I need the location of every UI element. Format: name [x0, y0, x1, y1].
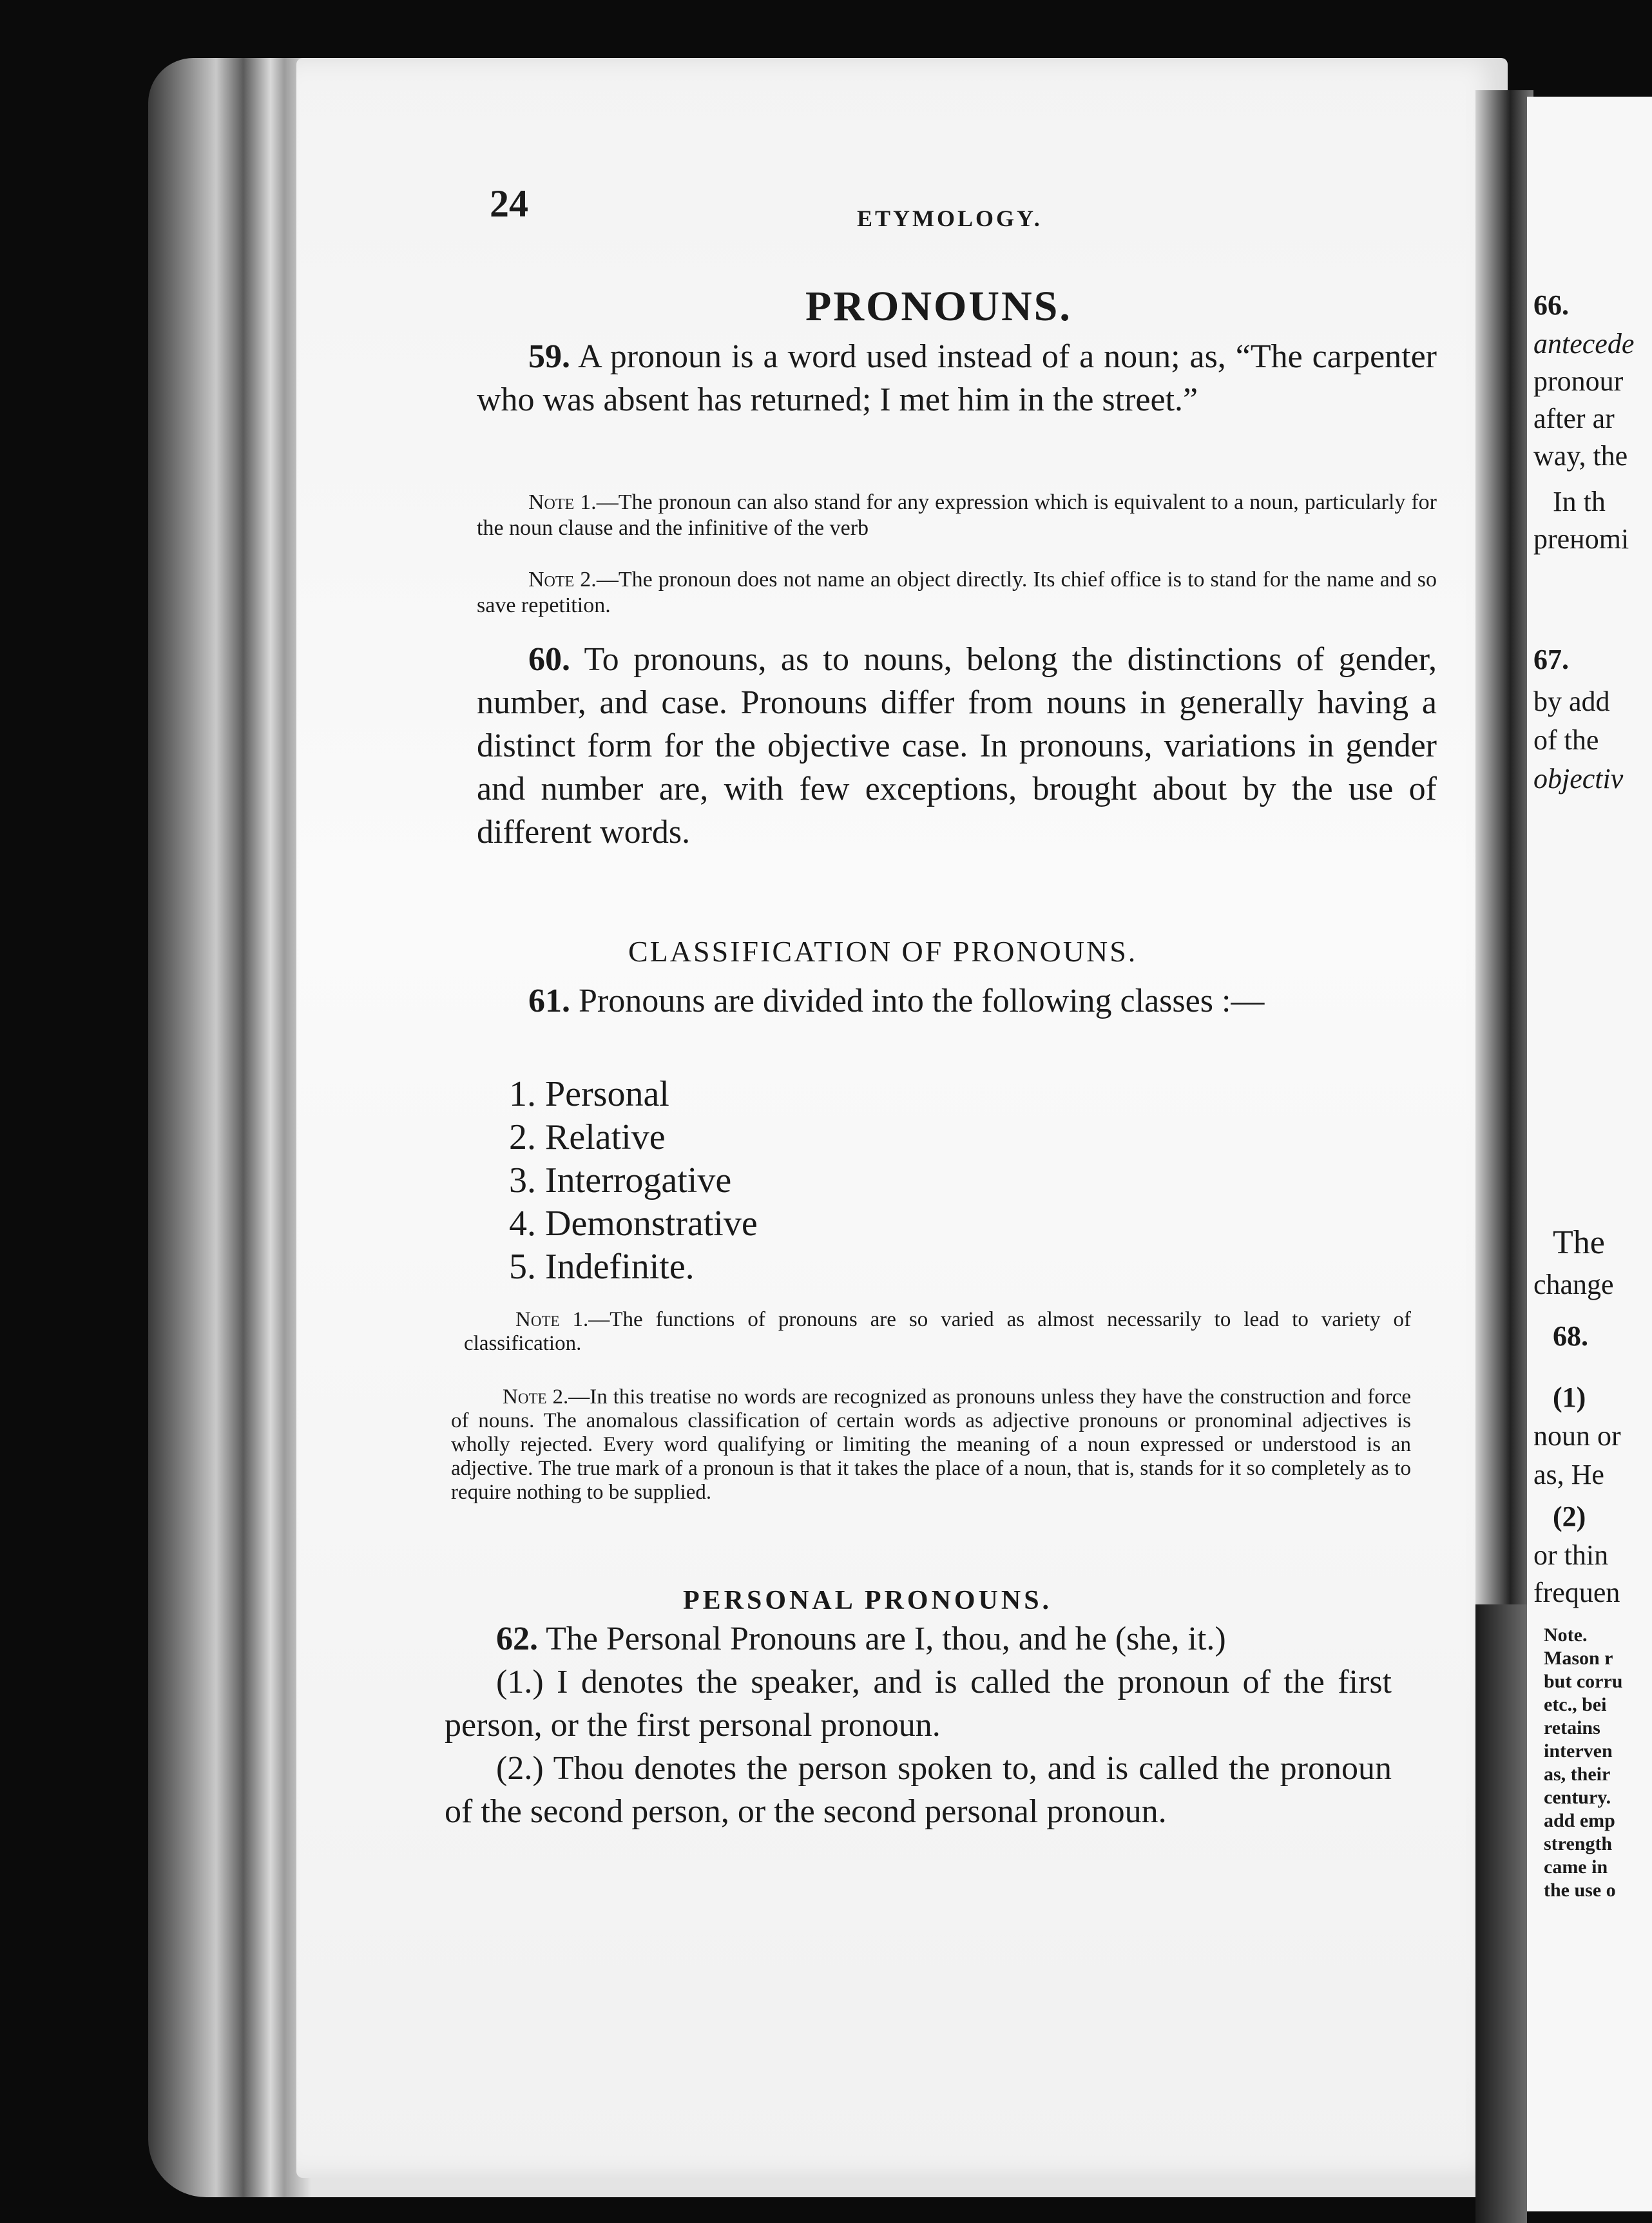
right-note-line: as, their — [1544, 1764, 1611, 1785]
paragraph-62-intro — [445, 1617, 1392, 1660]
note-2 — [477, 567, 1437, 619]
section-title: PRONOUNS. — [805, 283, 1072, 330]
note-3 — [464, 1308, 1411, 1356]
note-1 — [477, 490, 1437, 541]
right-note-line: strength — [1544, 1833, 1613, 1854]
right-line: In th — [1553, 486, 1606, 517]
right-note-line: came in — [1544, 1856, 1608, 1878]
paragraph-number: 62. — [496, 1621, 538, 1657]
note-text: —The pronoun can also stand for any expression which is equivalent to a noun, particularly for the noun clause and the infinitive of the verb — [477, 490, 1437, 540]
right-line: (1) — [1553, 1381, 1586, 1413]
paragraph-number: 61. — [528, 983, 570, 1019]
paragraph-text: To pronouns, as to nouns, belong the distinctions of gender, number, and case. Pronouns differ from nouns in generally having a distinct form for the objective case. In pronouns, variations in gender and number are, with few exceptions, brought about by the use of different words. — [477, 641, 1437, 851]
paragraph-62-sub2 — [445, 1747, 1392, 1833]
right-line: noun or — [1533, 1420, 1621, 1452]
right-line: by add — [1533, 686, 1610, 717]
note-label: Note 2. — [503, 1385, 569, 1409]
list-item: 2. Relative — [509, 1117, 666, 1157]
note-text: —The pronoun does not name an object directly. Its chief office is to stand for the name and so save repetition. — [477, 568, 1437, 617]
right-note-line: retains — [1544, 1717, 1600, 1738]
right-line: antecede — [1533, 328, 1635, 360]
right-line: as, He — [1533, 1459, 1604, 1490]
note-label: Note 1. — [528, 490, 597, 514]
classification-heading: CLASSIFICATION OF PRONOUNS. — [628, 935, 1138, 968]
paragraph-61 — [477, 979, 1424, 1023]
page-fold-shadow — [1475, 1604, 1527, 2223]
sub-text: I denotes the speaker, and is called the pronoun of the first person, or the first personal pronoun. — [445, 1664, 1392, 1744]
sub-number: (2.) — [496, 1750, 544, 1787]
right-note-line: the use o — [1544, 1880, 1616, 1901]
note-label: Note 2. — [528, 568, 597, 592]
right-line: pronour — [1533, 365, 1624, 397]
paragraph-60 — [477, 638, 1437, 854]
paragraph-59 — [477, 335, 1437, 421]
right-line: 68. — [1553, 1320, 1588, 1352]
running-head: ETYMOLOGY. — [857, 206, 1042, 231]
page-number: 24 — [490, 182, 528, 225]
right-line: objectiv — [1533, 763, 1624, 794]
paragraph-text: A pronoun is a word used instead of a noun; as, “The carpenter who was absent has returned; I met him in the street.” — [477, 338, 1437, 418]
right-line: frequen — [1533, 1577, 1620, 1608]
personal-pronouns-heading: PERSONAL PRONOUNS. — [683, 1586, 1053, 1615]
right-line: 66. — [1533, 289, 1569, 321]
paragraph-text: The Personal Pronouns are I, thou, and he (she, it.) — [546, 1621, 1226, 1657]
right-note-line: Mason r — [1544, 1648, 1613, 1669]
right-note-line: century. — [1544, 1787, 1611, 1808]
note-4 — [451, 1385, 1411, 1505]
right-line: change — [1533, 1269, 1614, 1300]
note-label: Note 1. — [515, 1308, 589, 1331]
paragraph-text: Pronouns are divided into the following classes :— — [579, 983, 1265, 1019]
right-line: The — [1553, 1224, 1605, 1261]
paragraph-62 — [445, 1617, 1392, 1833]
note-text: —In this treatise no words are recognized as pronouns unless they have the construction and force of nouns. The anomalous classification of certain words as adjective pronouns or pronominal adjectives is wholly rejected. Every word qualifying or limiting the meaning of a noun expressed or understood is an adjective. The true mark of a pronoun is that it takes the place of a noun, that is, stands for it so completely as to require nothing to be supplied. — [451, 1385, 1411, 1504]
list-item: 1. Personal — [509, 1074, 669, 1114]
paragraph-62-sub1 — [445, 1660, 1392, 1747]
right-line: of the — [1533, 724, 1599, 756]
list-item: 3. Interrogative — [509, 1160, 732, 1200]
right-line: 67. — [1533, 644, 1569, 675]
right-note-line: add emp — [1544, 1810, 1615, 1831]
right-line: or thin — [1533, 1539, 1609, 1571]
list-item: 5. Indefinite. — [509, 1247, 695, 1287]
right-line: after ar — [1533, 403, 1615, 434]
right-note-line: Note. — [1544, 1624, 1588, 1646]
right-note-line: but corru — [1544, 1671, 1623, 1692]
right-line: preнomi — [1533, 523, 1629, 555]
classification-list — [509, 1073, 758, 1289]
note-text: —The functions of pronouns are so varied as almost necessarily to lead to variety of classification. — [464, 1308, 1411, 1355]
sub-number: (1.) — [496, 1664, 544, 1700]
sub-text: Thou denotes the person spoken to, and is called the pronoun of the second person, or the second personal pronoun. — [445, 1750, 1392, 1830]
right-note-line: interven — [1544, 1740, 1613, 1762]
right-page — [1527, 97, 1652, 2211]
paragraph-number: 60. — [528, 641, 570, 678]
right-line: (2) — [1553, 1501, 1586, 1532]
paragraph-number: 59. — [528, 338, 570, 375]
right-note-line: etc., bei — [1544, 1694, 1607, 1715]
list-item: 4. Demonstrative — [509, 1204, 758, 1244]
right-line: way, the — [1533, 440, 1628, 472]
